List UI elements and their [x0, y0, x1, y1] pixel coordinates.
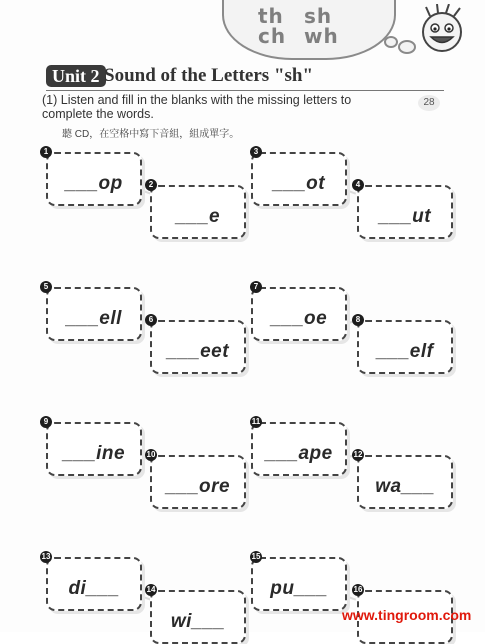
word-card[interactable] — [251, 422, 347, 476]
word-blank: ___ape — [265, 443, 333, 464]
word-card[interactable] — [46, 287, 142, 341]
item-number: 10 — [146, 450, 156, 459]
item-number: 12 — [353, 450, 363, 459]
word-card[interactable] — [150, 185, 246, 239]
item-number: 11 — [251, 417, 261, 426]
word-blank: ___ut — [378, 206, 432, 227]
word-card[interactable] — [150, 590, 246, 644]
cloud-word-wh: wh — [304, 24, 339, 48]
word-blank: ___e — [175, 206, 221, 227]
word-blank: pu___ — [270, 578, 328, 599]
word-card[interactable] — [251, 152, 347, 206]
word-blank: ___ot — [272, 173, 326, 194]
word-card[interactable] — [150, 320, 246, 374]
cloud-word-ch: ch — [258, 24, 287, 48]
page-number: 28 — [418, 95, 440, 111]
cloud-word-th: th — [258, 4, 284, 28]
item-number: 3 — [250, 146, 262, 158]
item-number: 13 — [41, 552, 51, 561]
word-blank: ___op — [65, 173, 123, 194]
instructions-english: (1) Listen and fill in the blanks with the missing letters to complete the words. — [42, 93, 352, 121]
word-blank: ___elf — [376, 341, 434, 362]
word-blank: wa___ — [375, 476, 435, 497]
watermark-link[interactable]: www.tingroom.com — [342, 607, 472, 623]
cloud-puff — [384, 36, 398, 48]
word-blank: ___eet — [166, 341, 230, 362]
word-blank: ___oe — [270, 308, 328, 329]
item-number: 1 — [40, 146, 52, 158]
word-card[interactable] — [357, 455, 453, 509]
mascot-face-icon — [416, 4, 468, 54]
item-number: 9 — [40, 416, 52, 428]
item-number: 6 — [145, 314, 157, 326]
word-card[interactable] — [357, 320, 453, 374]
word-blank: ___ore — [165, 476, 231, 497]
item-number: 15 — [251, 552, 261, 561]
word-card[interactable] — [150, 455, 246, 509]
item-number: 8 — [352, 314, 364, 326]
title-divider — [46, 90, 444, 91]
word-card[interactable] — [46, 557, 142, 611]
word-card[interactable] — [251, 557, 347, 611]
cloud-puff — [398, 40, 416, 54]
page-title: Sound of the Letters "sh" — [104, 65, 313, 86]
word-card[interactable] — [46, 422, 142, 476]
word-card[interactable] — [251, 287, 347, 341]
item-number: 16 — [353, 585, 363, 594]
word-card[interactable] — [357, 185, 453, 239]
item-number: 7 — [250, 281, 262, 293]
item-number: 5 — [40, 281, 52, 293]
word-card[interactable] — [46, 152, 142, 206]
item-number: 14 — [146, 585, 156, 594]
instructions-chinese: 聽 CD，在空格中寫下音組，組成單字。 — [62, 129, 240, 140]
item-number: 2 — [145, 179, 157, 191]
unit-badge: Unit 2 — [46, 65, 106, 87]
word-blank: di___ — [68, 578, 120, 599]
item-number: 4 — [352, 179, 364, 191]
word-blank: ___ell — [66, 308, 122, 329]
cloud-word-sh: sh — [304, 4, 333, 28]
word-blank: wi___ — [170, 611, 226, 632]
word-blank: ___ine — [62, 443, 126, 464]
